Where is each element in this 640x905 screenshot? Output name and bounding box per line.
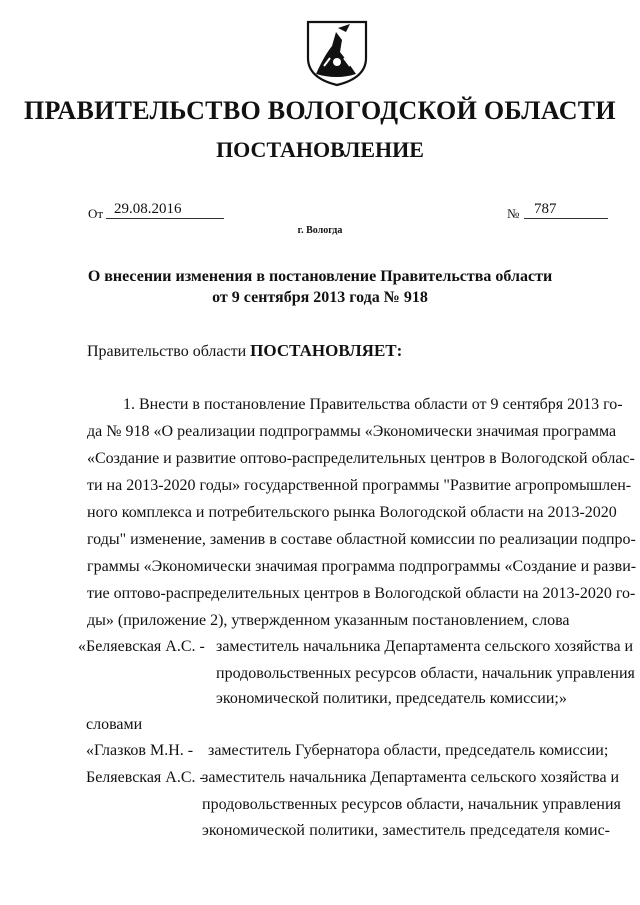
new-entry-name: Беляевская А.С. - bbox=[86, 769, 205, 786]
new-entry-name: «Глазков М.Н. - bbox=[86, 742, 194, 759]
number-label: № bbox=[507, 206, 520, 221]
new-entry-line: заместитель Губернатора области, председатель комиссии; bbox=[208, 742, 609, 759]
paragraph-line: тие оптово-распределительных центров в Вологодской области на 2013-2020 го- bbox=[87, 585, 636, 602]
new-entry-line: продовольственных ресурсов области, начальник управления bbox=[202, 796, 621, 813]
paragraph-line: «Создание и развитие оптово-распределительных центров в Вологодской облас- bbox=[87, 450, 635, 467]
city-name: г. Вологда bbox=[297, 225, 343, 236]
from-label: От bbox=[88, 206, 104, 221]
document-date: 29.08.2016 bbox=[106, 201, 224, 219]
preamble bbox=[87, 341, 402, 361]
preamble-decree: ПОСТАНОВЛЯЕТ: bbox=[250, 341, 403, 360]
paragraph-line: ды» (приложение 2), утвержденном указанным постановлением, слова bbox=[87, 612, 570, 629]
paragraph-line: 1. Внести в постановление Правительства области от 9 сентября 2013 го- bbox=[123, 396, 623, 413]
new-entry-line: заместитель начальника Департамента сельского хозяйства и bbox=[202, 769, 620, 786]
coat-of-arms-emblem bbox=[302, 18, 372, 88]
paragraph-line: да № 918 «О реализации подпрограммы «Экономически значимая программа bbox=[87, 423, 617, 440]
old-entry-line: заместитель начальника Департамента сельского хозяйства и bbox=[216, 638, 634, 655]
old-entry-name: «Беляевская А.С. - bbox=[78, 638, 205, 655]
replace-word: словами bbox=[86, 716, 143, 733]
old-entry-line: продовольственных ресурсов области, начальник управления bbox=[216, 665, 635, 682]
document-type: ПОСТАНОВЛЕНИЕ bbox=[216, 137, 424, 162]
old-entry-line: экономической политики, председатель комиссии;» bbox=[216, 690, 567, 707]
new-entry-line: экономической политики, заместитель председателя комис- bbox=[202, 822, 610, 839]
organization-title: ПРАВИТЕЛЬСТВО ВОЛОГОДСКОЙ ОБЛАСТИ bbox=[24, 96, 616, 125]
document-title-line-2: от 9 сентября 2013 года № 918 bbox=[212, 289, 428, 306]
document-number: 787 bbox=[524, 201, 608, 219]
paragraph-line: годы" изменение, заменив в составе областной комиссии по реализации подпро- bbox=[87, 531, 636, 548]
paragraph-line: ного комплекса и потребительского рынка Вологодской области на 2013-2020 bbox=[87, 504, 617, 521]
preamble-text: Правительство области bbox=[87, 343, 251, 360]
paragraph-line: ти на 2013-2020 годы» государственной программы "Развитие агропромышлен- bbox=[87, 477, 632, 494]
document-title-line-1: О внесении изменения в постановление Правительства области bbox=[87, 268, 553, 285]
paragraph-line: граммы «Экономически значимая программа подпрограммы «Создание и разви- bbox=[87, 558, 637, 575]
